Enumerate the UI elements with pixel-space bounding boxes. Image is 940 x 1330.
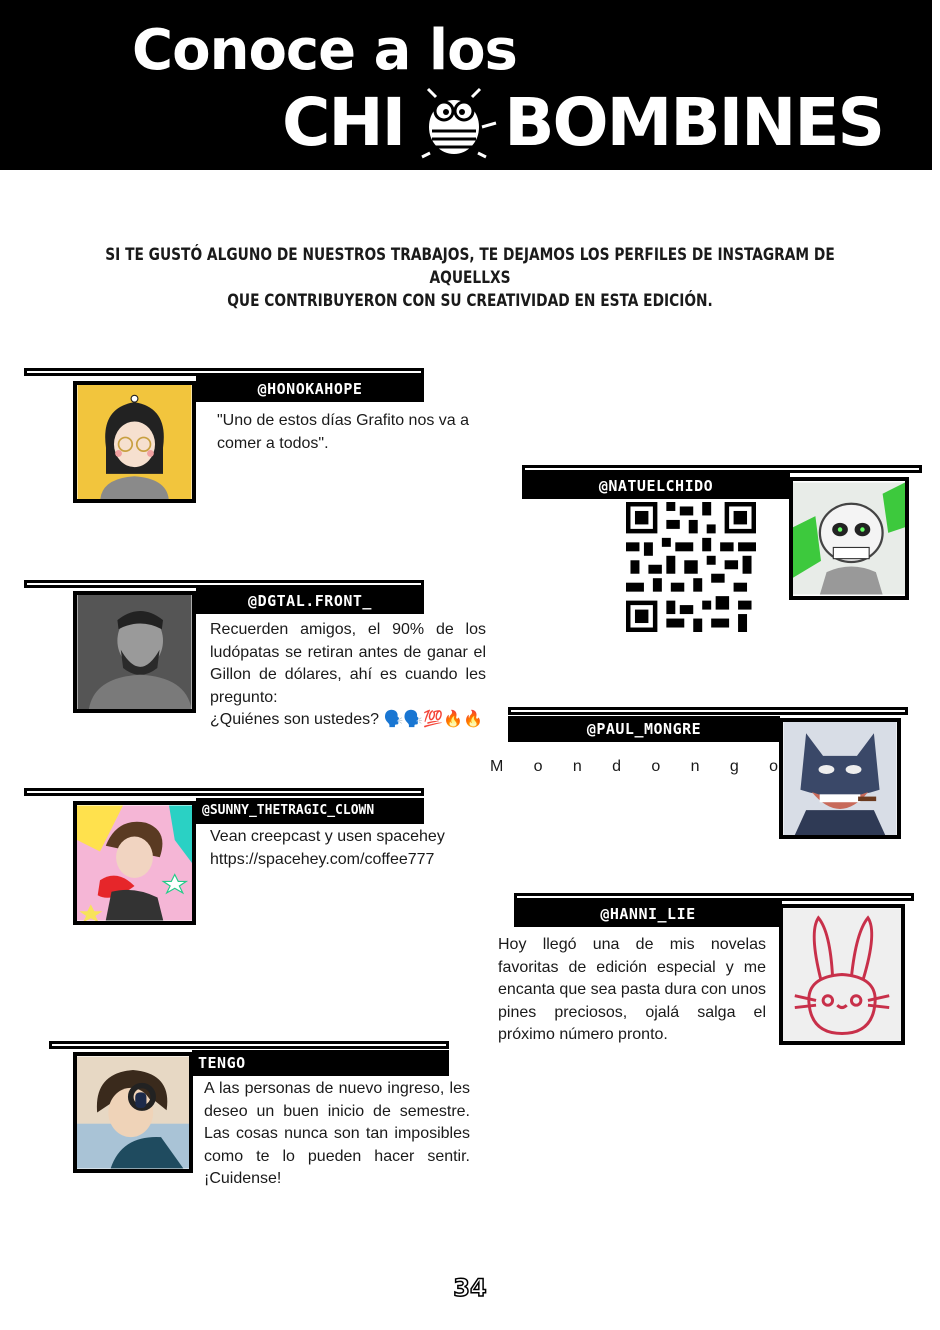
profile-handle-paul[interactable]: @PAUL_MONGRE (508, 716, 780, 742)
masked-face-icon (783, 722, 897, 835)
profile-handle-natuelchido[interactable]: @NATUELCHIDO (522, 473, 790, 499)
bug-mascot-icon (402, 87, 506, 159)
profile-bar-honokahope (24, 368, 424, 376)
page-number: 34 (453, 1274, 487, 1302)
profile-handle-sunny[interactable]: @SUNNY_THETRAGIC_CLOWN (196, 798, 424, 824)
profile-bar-natuelchido (522, 465, 922, 473)
profile-bar-sunny (24, 788, 424, 796)
profile-handle-dgtal[interactable]: @DGTAL.FRONT_ (196, 588, 424, 614)
profile-avatar-natuelchido (789, 477, 909, 600)
spacehey-link[interactable]: https://spacehey.com/coffee777 (210, 850, 435, 868)
profile-bar-paul (508, 707, 908, 715)
man-portrait-icon (77, 595, 192, 709)
clown-character-icon (77, 805, 192, 921)
quote-letter: d (612, 758, 622, 775)
profile-quote-tengo: A las personas de nuevo ingreso, les deseo un buen inicio de semestre. Las cosas nunca son tan imposibles como te lo pueden hacer sentir. ¡Cuidense! (204, 1080, 470, 1187)
intro-line-1: SI TE GUSTÓ ALGUNO DE NUESTROS TRABAJOS, TE DEJAMOS LOS PERFILES DE INSTAGRAM DE AQUELLXS (105, 245, 835, 288)
profile-quote-hanni: Hoy llegó una de mis novelas favoritas de edición especial y me encanta que sea pasta dura con unos pines preciosos, ojalá salga el próximo número pronto. (498, 936, 766, 1043)
qr-code-icon (626, 502, 756, 632)
qr-code[interactable] (626, 502, 756, 632)
intro-text (83, 244, 857, 313)
anime-boy-headphones-icon (77, 1056, 189, 1169)
profile-bar-tengo (49, 1041, 449, 1049)
rabbit-drawing-icon (783, 908, 901, 1041)
quote-letter: M (490, 758, 504, 775)
quote-letter: o (769, 758, 778, 775)
profile-bar-hanni (514, 893, 914, 901)
quote-letter: g (729, 758, 739, 775)
profile-avatar-honokahope (73, 381, 196, 503)
cartoon-girl-avatar-icon (77, 385, 192, 499)
profile-handle-honokahope[interactable]: @HONOKAHOPE (196, 376, 424, 402)
profile-avatar-paul (779, 718, 901, 839)
profile-avatar-tengo (73, 1052, 193, 1173)
profile-handle-hanni[interactable]: @HANNI_LIE (514, 901, 782, 927)
profile-avatar-hanni (779, 904, 905, 1045)
quote-letter: n (572, 758, 582, 775)
title-line-2 (282, 84, 883, 161)
profile-quote-sunny (210, 826, 490, 871)
profile-avatar-dgtal (73, 591, 196, 713)
title-line-1: Conoce a los (132, 18, 517, 83)
profile-quote-paul (490, 758, 778, 776)
profile-bar-dgtal (24, 580, 424, 588)
quote-letter: o (651, 758, 661, 775)
profile-avatar-sunny (73, 801, 196, 925)
skeleton-avatar-icon (793, 481, 905, 596)
header-banner (0, 0, 932, 170)
quote-letter: o (533, 758, 543, 775)
profile-quote-dgtal-2: ¿Quiénes son ustedes? 🗣️🗣️💯🔥🔥 (210, 711, 484, 728)
intro-line-2: QUE CONTRIBUYERON CON SU CREATIVIDAD EN ESTA EDICIÓN. (227, 291, 713, 311)
profile-handle-tengo[interactable]: TENGO (192, 1050, 449, 1076)
profile-quote-honokahope: "Uno de estos días Grafito nos va a comer a todos". (217, 412, 470, 452)
profile-quote-dgtal: Recuerden amigos, el 90% de los ludópatas se retiran antes de ganar el Gillon de dólares, ahí es cuando les pregunto: (210, 621, 486, 706)
quote-letter: n (690, 758, 700, 775)
title-part-b: BOMBINES (504, 84, 884, 161)
title-part-a: CHI (282, 84, 405, 161)
quote-line: Vean creepcast y usen spacehey (210, 828, 445, 845)
